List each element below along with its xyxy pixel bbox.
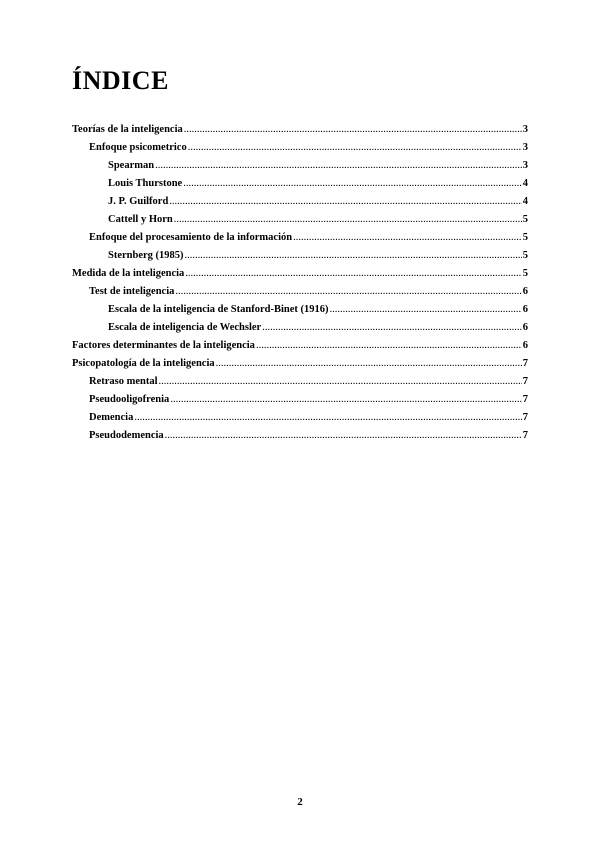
toc-entry-page: 7 (522, 358, 528, 369)
dot-leader (169, 196, 521, 207)
toc-entry-page: 7 (522, 430, 528, 441)
dot-leader (175, 286, 521, 297)
dot-leader (159, 376, 522, 387)
dot-leader (174, 214, 522, 225)
toc-entry-page: 3 (522, 160, 528, 171)
toc-entry-label: Demencia (89, 412, 134, 423)
toc-entry[interactable] (72, 286, 528, 304)
toc-entry-page: 3 (522, 124, 528, 135)
toc-entry[interactable] (72, 142, 528, 160)
toc-entry-label: Retraso mental (89, 376, 158, 387)
toc-entry-page: 6 (522, 286, 528, 297)
dot-leader (188, 142, 522, 153)
toc-entry-page: 3 (522, 142, 528, 153)
toc-entry[interactable] (72, 232, 528, 250)
toc-entry-label: Pseudooligofrenia (89, 394, 170, 405)
dot-leader (293, 232, 522, 243)
toc-entry-page: 6 (522, 322, 528, 333)
toc-entry-label: Enfoque psicometrico (89, 142, 187, 153)
page-number: 2 (297, 796, 303, 808)
toc-entry[interactable] (72, 322, 528, 340)
dot-leader (330, 304, 522, 315)
toc-entry-page: 4 (522, 178, 528, 189)
toc-entry-label: Louis Thurstone (108, 178, 183, 189)
toc-entry-page: 5 (522, 250, 528, 261)
toc-entry-page: 5 (522, 268, 528, 279)
dot-leader (184, 124, 522, 135)
dot-leader (262, 322, 522, 333)
toc-entry-page: 7 (522, 412, 528, 423)
toc-entry[interactable] (72, 196, 528, 214)
toc-entry-page: 6 (522, 304, 528, 315)
toc-entry-page: 4 (522, 196, 528, 207)
toc-entry-label: Cattell y Horn (108, 214, 173, 225)
toc-entry[interactable] (72, 376, 528, 394)
dot-leader (216, 358, 522, 369)
dot-leader (183, 178, 522, 189)
toc-entry[interactable] (72, 340, 528, 358)
dot-leader (185, 250, 522, 261)
toc-entry-label: Escala de inteligencia de Wechsler (108, 322, 262, 333)
toc-entry-label: Teorías de la inteligencia (72, 124, 183, 135)
toc-entry[interactable] (72, 430, 528, 448)
dot-leader (185, 268, 521, 279)
toc-entry-label: Enfoque del procesamiento de la información (89, 232, 293, 243)
toc-entry-label: Sternberg (1985) (108, 250, 184, 261)
toc-entry-page: 5 (522, 232, 528, 243)
toc-entry-label: Medida de la inteligencia (72, 268, 185, 279)
dot-leader (134, 412, 521, 423)
table-of-contents (72, 124, 528, 448)
toc-entry-page: 7 (522, 376, 528, 387)
dot-leader (165, 430, 522, 441)
toc-entry[interactable] (72, 214, 528, 232)
toc-entry[interactable] (72, 250, 528, 268)
dot-leader (155, 160, 522, 171)
dot-leader (256, 340, 522, 351)
toc-entry-label: Spearman (108, 160, 155, 171)
toc-entry-label: Escala de la inteligencia de Stanford-Binet (1916) (108, 304, 329, 315)
toc-entry[interactable] (72, 394, 528, 412)
toc-entry-label: Psicopatología de la inteligencia (72, 358, 215, 369)
toc-entry[interactable] (72, 268, 528, 286)
toc-entry[interactable] (72, 124, 528, 142)
toc-entry[interactable] (72, 178, 528, 196)
toc-entry-label: J. P. Guilford (108, 196, 169, 207)
toc-entry-page: 5 (522, 214, 528, 225)
toc-entry-label: Factores determinantes de la inteligencia (72, 340, 255, 351)
toc-entry[interactable] (72, 304, 528, 322)
toc-entry[interactable] (72, 412, 528, 430)
toc-entry-page: 7 (522, 394, 528, 405)
dot-leader (170, 394, 521, 405)
page-title: ÍNDICE (72, 66, 169, 95)
toc-entry-page: 6 (522, 340, 528, 351)
toc-entry[interactable] (72, 160, 528, 178)
toc-entry-label: Test de inteligencia (89, 286, 175, 297)
toc-entry[interactable] (72, 358, 528, 376)
toc-entry-label: Pseudodemencia (89, 430, 164, 441)
